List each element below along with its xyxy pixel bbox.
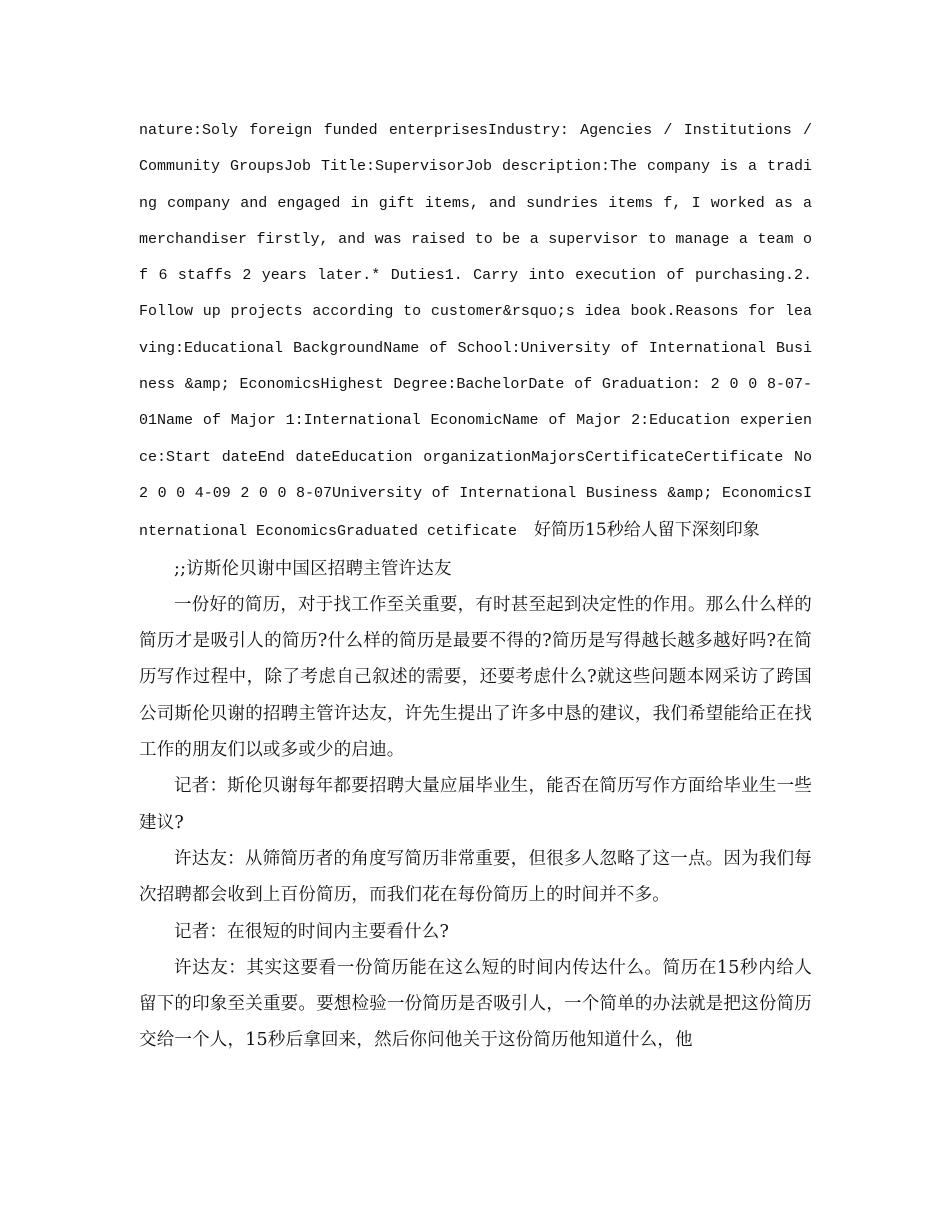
english-resume-text <box>139 113 812 551</box>
reporter-question-1: 记者：斯伦贝谢每年都要招聘大量应届毕业生，能否在简历写作方面给毕业生一些建议? <box>139 776 812 833</box>
interview-subtitle: ;;访斯伦贝谢中国区招聘主管许达友 <box>174 558 452 579</box>
document-page <box>139 113 812 1059</box>
chinese-heading-tail: 好简历15秒给人留下深刻印象 <box>517 520 760 541</box>
intro-paragraph: 一份好的简历，对于找工作至关重要，有时甚至起到决定性的作用。那么什么样的简历才是吸引人的简历?什么样的简历是最要不得的?简历是写得越长越多越好吗?在简历写作过程中，除了考虑自己叙述的需要，还要考虑什么?就这些问题本网采访了跨国公司斯伦贝谢的招聘主管许达友，许先生提出了许多中恳的建议，我们希望能给正在找工作的朋友们以或多或少的启迪。 <box>139 594 812 761</box>
reporter-question-2: 记者：在很短的时间内主要看什么? <box>174 921 450 942</box>
english-block: nature:Soly foreign funded enterprisesIndustry: Agencies / Institutions / Community GroupsJob Title:SupervisorJob description:The company is a trading company and engaged in gift items, and sundries items f, I worked as a merchandiser firstly, and was raised to be a supervisor to manage a team of 6 staffs 2 years later.* Duties1. Carry into execution of purchasing.2. Follow up projects according to customer&rsquo;s idea book.Reasons for leaving:Educational BackgroundName of School:University of International Business &amp; EconomicsHighest Degree:BachelorDate of Graduation: 2 0 0 8-07-01Name of Major 1:International EconomicName of Major 2:Education experience:Start dateEnd dateEducation organizationMajorsCertificateCertificate No 2 0 0 4-09 2 0 0 8-07University of International Business &amp; EconomicsInternational EconomicsGraduated cetificate <box>139 122 812 541</box>
answer-2: 许达友：其实这要看一份简历能在这么短的时间内传达什么。简历在15秒内给人留下的印象至关重要。要想检验一份简历是否吸引人，一个简单的办法就是把这份简历交给一个人，15秒后拿回来，然后你问他关于这份简历他知道什么，他 <box>139 957 812 1051</box>
answer-1: 许达友：从筛简历者的角度写简历非常重要，但很多人忽略了这一点。因为我们每次招聘都会收到上百份简历，而我们花在每份简历上的时间并不多。 <box>139 848 812 906</box>
